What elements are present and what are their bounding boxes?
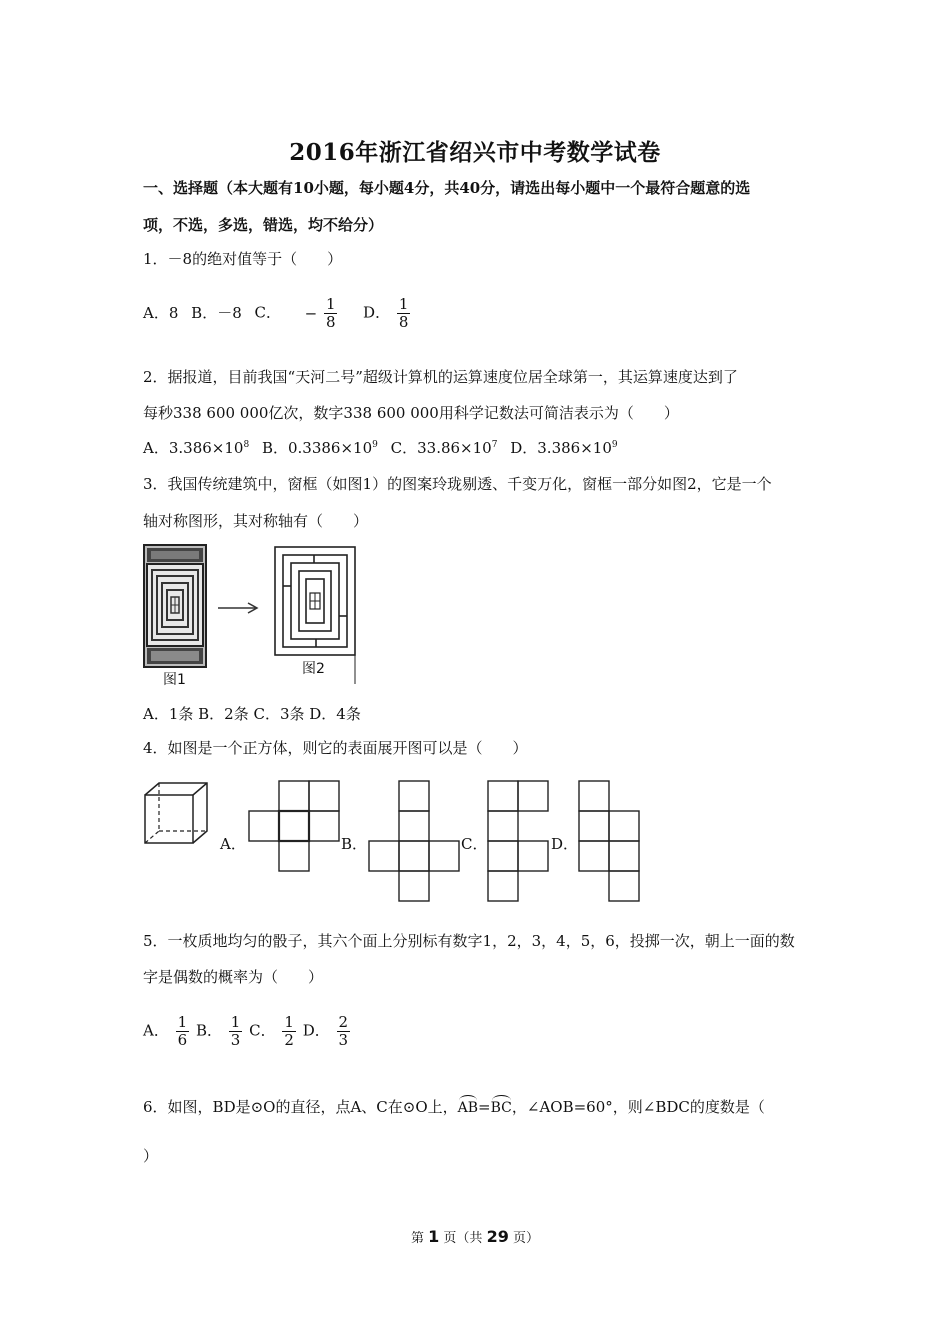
total-pages: 29 [486, 1227, 509, 1246]
figure-2-label: 图2 [302, 661, 325, 677]
q6-text-end: ，∠AOB=60°，则∠BDC的度数是（ [511, 1098, 765, 1116]
q4-option-b-label: B． [341, 835, 368, 853]
q2-options [143, 437, 626, 458]
q5-option-c-label: C． [249, 1021, 276, 1040]
current-page-number: 1 [428, 1227, 440, 1246]
q6-arc-bc: BC [491, 1094, 512, 1116]
page-title: 2016年浙江省绍兴市中考数学试卷 [289, 139, 661, 166]
q1-option-c-sign: − [304, 304, 318, 323]
q5-line1: 5．一枚质地均匀的骰子，其六个面上分别标有数字1，2，3，4，5，6，投掷一次，朝上一面的数 [143, 932, 795, 950]
q4-net-a [248, 780, 340, 872]
figure-1-label: 图1 [163, 672, 186, 688]
q2-line2: 每秒338 600 000亿次，数字338 600 000用科学记数法可简洁表示为（ ） [143, 404, 679, 422]
q1-option-d-label: D． [363, 303, 391, 322]
q3-line2: 轴对称图形，其对称轴有（ ） [143, 512, 369, 530]
q1-option-c-fraction: $\frac{1}{8}$ [325, 295, 336, 331]
q3-options: A．1条 B．2条 C．3条 D．4条 [143, 705, 361, 723]
q2-option-b: B．$0.3386\times 10^9$ [261, 439, 378, 457]
q6-line1 [143, 1094, 765, 1117]
q4-stem: 4．如图是一个正方体，则它的表面展开图可以是（ ） [143, 739, 528, 757]
q1-options [143, 296, 412, 331]
q4-option-c-label: C． [461, 835, 488, 853]
q5-option-a-fraction: $\frac{1}{6}$ [177, 1013, 188, 1049]
q1-option-c-label: C． [254, 303, 282, 322]
q4-option-a-label: A． [220, 835, 246, 853]
q1-option-a: A．8 [143, 303, 179, 322]
q6-text-start: 6．如图，BD是⊙O的直径，点A、C在⊙O上， [143, 1098, 458, 1116]
q6-line2: ） [143, 1147, 159, 1165]
q1-option-d-fraction: $\frac{1}{8}$ [398, 295, 409, 331]
window-photo-figure [143, 544, 207, 668]
q5-option-c-fraction: $\frac{1}{2}$ [284, 1013, 294, 1049]
q2-option-c: C．$33.86\times 10^7$ [390, 439, 498, 457]
q4-net-c [487, 780, 549, 902]
section-heading-line2: 项，不选，多选，错选，均不给分） [143, 216, 384, 234]
q5-option-d-label: D． [302, 1021, 330, 1040]
q2-line1: 2．据报道，目前我国“天河二号”超级计算机的运算速度位居全球第一，其运算速度达到了 [143, 368, 738, 386]
q2-option-a: A．$3.386\times 10^8$ [143, 439, 250, 457]
q4-net-d [578, 780, 640, 902]
q1-stem: 1．－8的绝对值等于（ ） [143, 250, 343, 268]
q6-equals: = [478, 1098, 491, 1116]
q2-option-d: D．$3.386\times 10^9$ [510, 439, 618, 457]
q1-option-b: B．－8 [191, 303, 242, 322]
q5-option-d-fraction: $\frac{2}{3}$ [338, 1013, 349, 1049]
q6-arc-ab: AB [458, 1094, 478, 1116]
section-heading-line1: 一、选择题（本大题有10小题，每小题4分，共40分，请选出每小题中一个最符合题意的选 [143, 179, 751, 197]
page-footer: 第 1 页（共 29 页） [410, 1227, 539, 1246]
q5-option-b-fraction: $\frac{1}{3}$ [230, 1013, 241, 1049]
q4-option-d-label: D． [551, 835, 579, 853]
q5-option-b-label: B． [195, 1021, 222, 1040]
cube-figure [143, 781, 211, 847]
q5-line2: 字是偶数的概率为（ ） [143, 968, 324, 986]
q5-options [143, 1014, 352, 1049]
q5-option-a-label: A． [143, 1021, 169, 1040]
q3-line1: 3．我国传统建筑中，窗框（如图1）的图案玲珑剔透、千变万化，窗框一部分如图2，它是一个 [143, 475, 772, 493]
arrow-right-icon [216, 600, 260, 616]
q4-net-b [368, 780, 460, 902]
